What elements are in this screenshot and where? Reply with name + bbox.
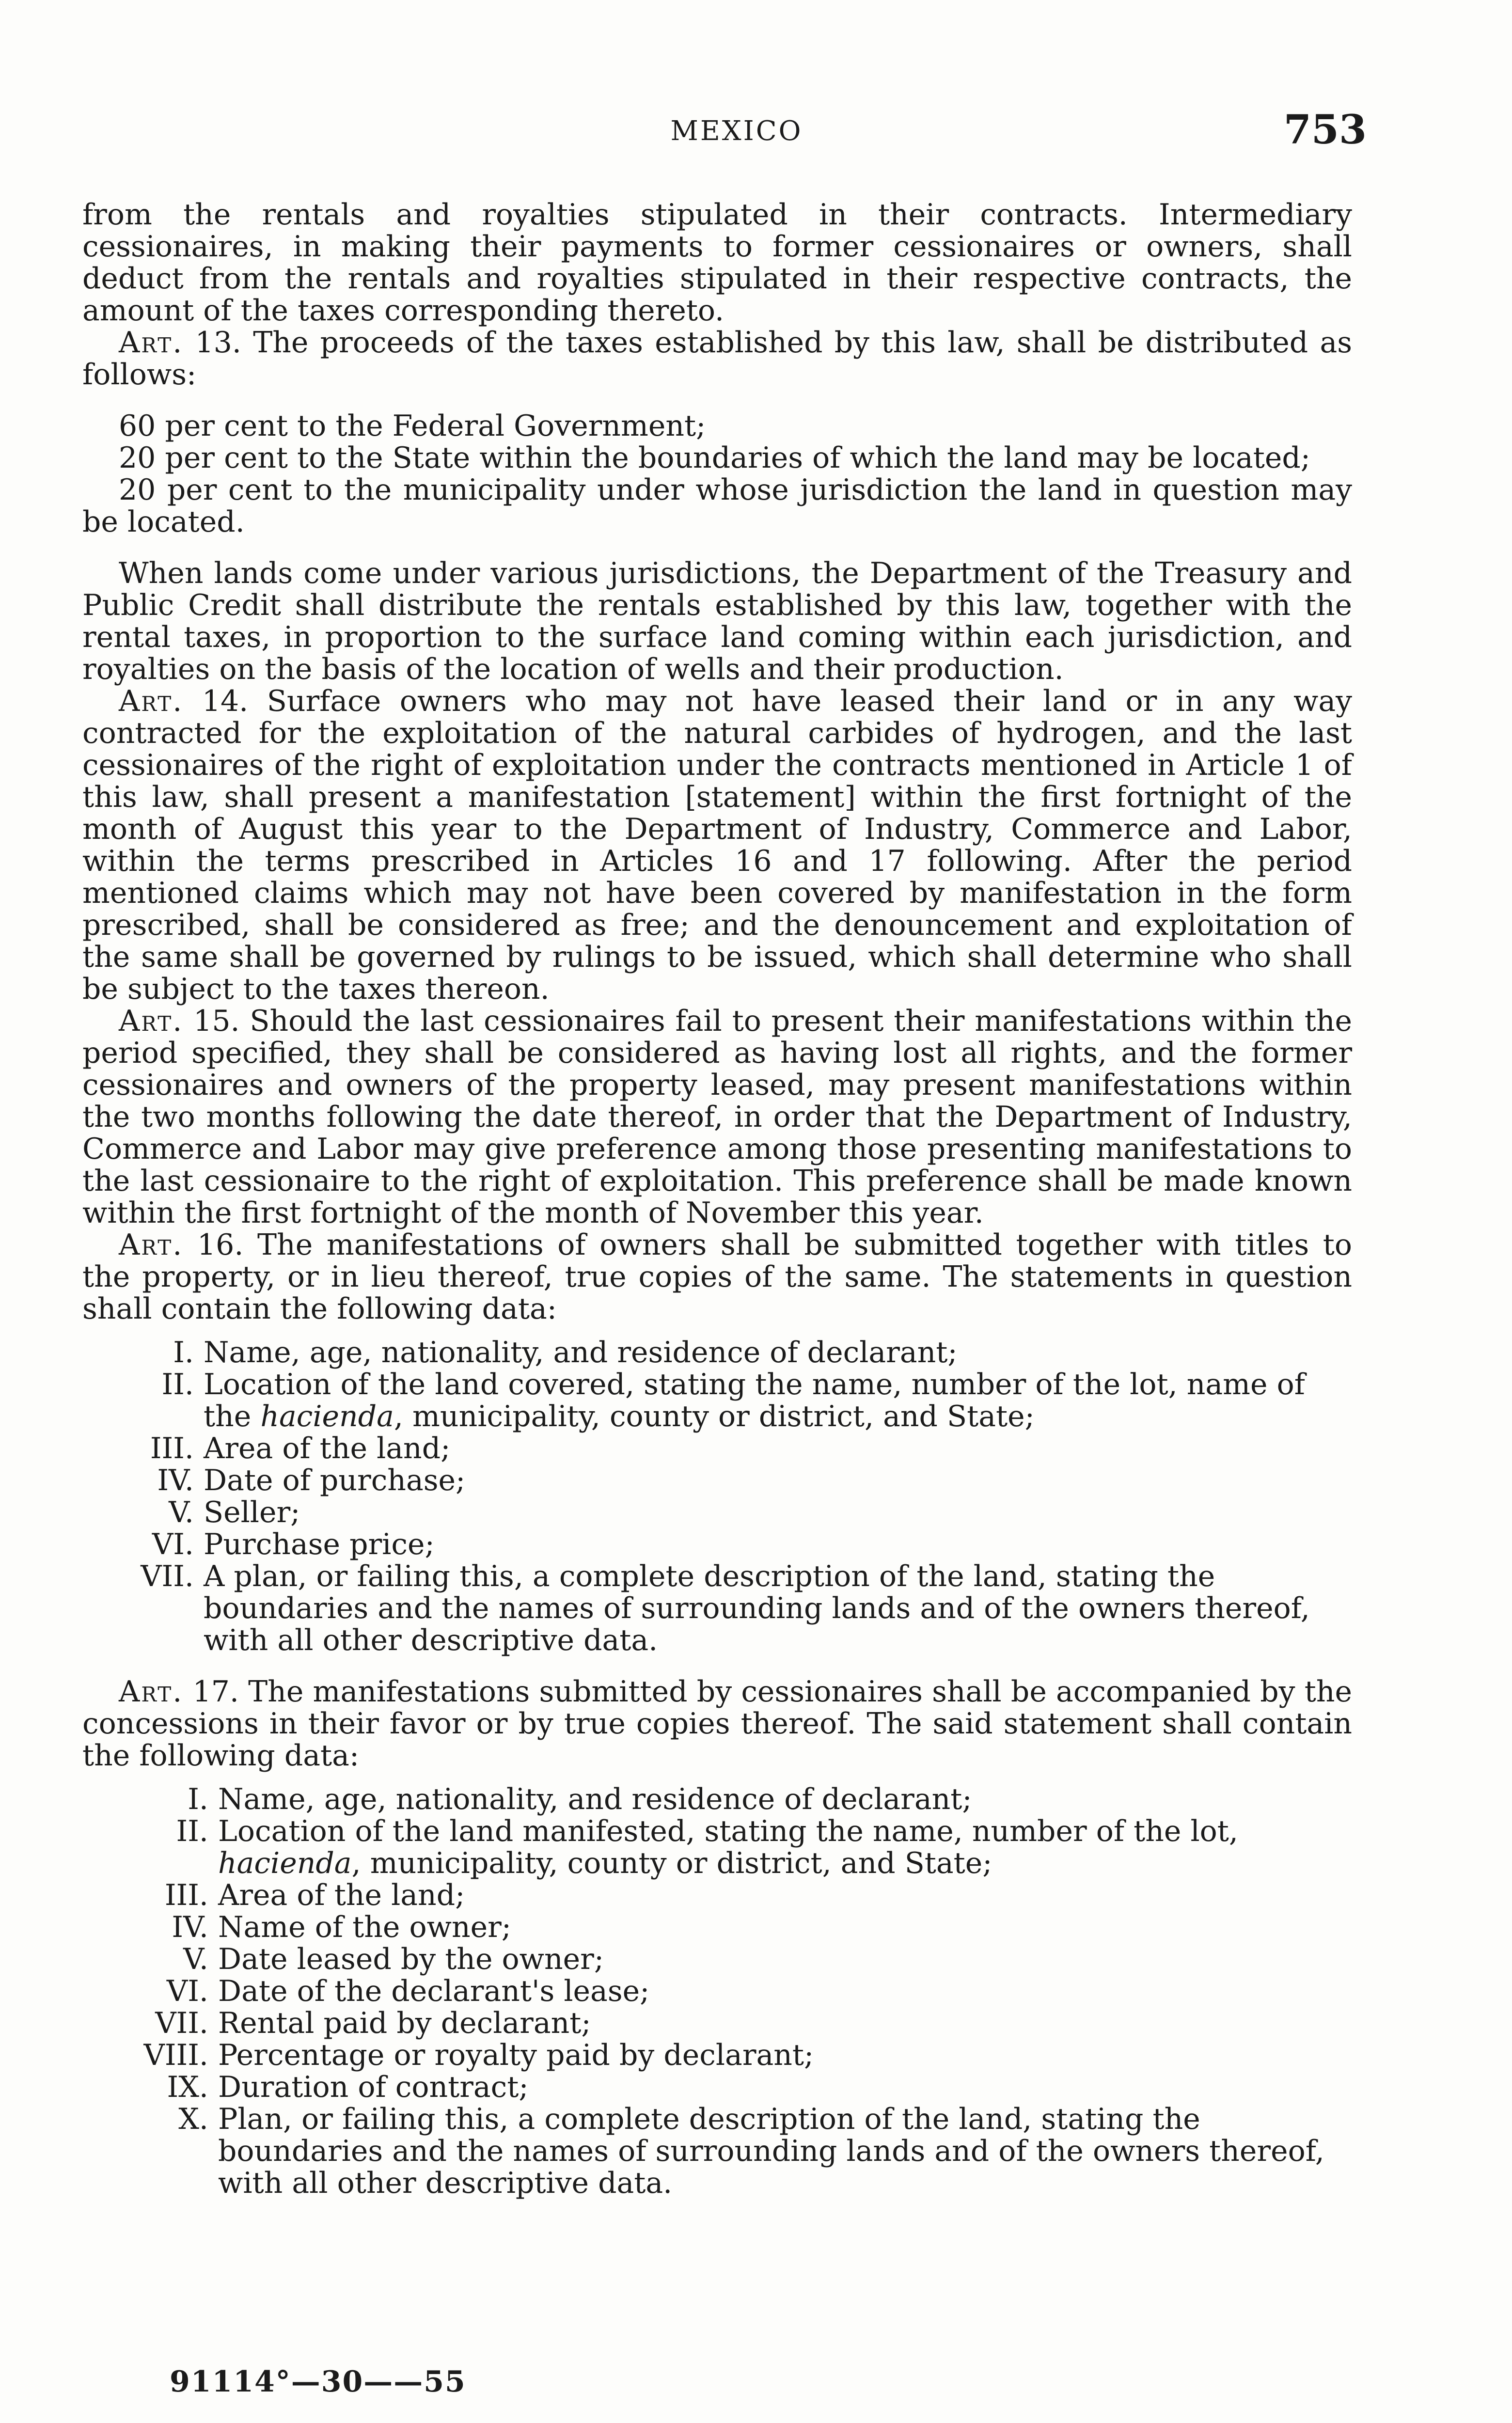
article-17-paragraph xyxy=(82,1676,1352,1772)
spacer xyxy=(82,538,1352,557)
list-item: I. Name, age, nationality, and residence of declarant; xyxy=(188,1782,972,1816)
article-14-paragraph xyxy=(82,685,1352,1005)
list-item: VII. Rental paid by declarant; xyxy=(155,2006,591,2040)
article-16-label: Art. xyxy=(119,1228,184,1262)
spacer xyxy=(82,1772,1352,1783)
article-16-text: 16. The manifestations of owners shall be submitted together with titles to the property, or in lieu thereof, true copies of the same. The statements in question shall contain the following data: xyxy=(82,1228,1352,1326)
list-item: IV. Date of purchase; xyxy=(157,1463,466,1497)
list-item: I. Name, age, nationality, and residence of declarant; xyxy=(173,1336,958,1369)
page-number: 753 xyxy=(1283,107,1367,153)
article-17-data-list xyxy=(82,1783,1352,2199)
article-15-paragraph xyxy=(82,1005,1352,1229)
article-16-data-list xyxy=(82,1337,1352,1656)
list-item: III. Area of the land; xyxy=(164,1878,465,1912)
article-17-text: 17. The manifestations submitted by cessionaires shall be accompanied by the concessions in their favor or by true copies thereof. The said statement shall contain the following data: xyxy=(82,1675,1352,1773)
article-15-text: 15. Should the last cessionaires fail to present their manifestations within the period specified, they shall be considered as having lost all rights, and the former cessionaires and owners of the property leased, may present manifestations within the two months following the date thereof, in order that the Department of Industry, Commerce and Labor may give preference among those presenting manifestations to the last cessionaire to the right of exploitation. This preference shall be made known within the first fortnight of the month of November this year. xyxy=(82,1004,1352,1230)
intro-paragraph: from the rentals and royalties stipulated in their contracts. Intermediary cessionaires, in making their payments to former cessionaires or owners, shall deduct from the rentals and royalties stipulated in their respective contracts, the amount of the taxes corresponding thereto. xyxy=(82,198,1352,328)
article-14-text: 14. Surface owners who may not have leased their land or in any way contracted for the exploitation of the natural carbides of hydrogen, and the last cessionaires of the right of exploitation under the contracts mentioned in Article 1 of this law, shall present a manifestation [statement] within the first fortnight of the month of August this year to the Department of Industry, Commerce and Labor, within the terms prescribed in Articles 16 and 17 following. After the period mentioned claims which may not have been covered by manifestation in the form prescribed, shall be considered as free; and the denouncement and exploitation of the same shall be governed by rulings to be issued, which shall determine who shall be subject to the taxes thereon. xyxy=(82,684,1352,1006)
list-item: II. Location of the land covered, stating the name, number of the lot, name of the hacienda, municipality, county or district, and State; xyxy=(161,1368,1305,1433)
article-16-paragraph xyxy=(82,1229,1352,1325)
article-13-closing-paragraph: When lands come under various jurisdictions, the Department of the Treasury and Public Credit shall distribute the rentals established by this law, together with the rental taxes, in proportion to the surface land coming within each jurisdiction, and royalties on the basis of the location of wells and their production. xyxy=(82,556,1352,686)
list-item: VI. Purchase price; xyxy=(152,1527,435,1561)
document-body xyxy=(82,199,1352,2199)
list-item: IX. Duration of contract; xyxy=(167,2070,529,2104)
article-13-label: Art. xyxy=(119,326,184,360)
list-item: II. Location of the land manifested, stating the name, number of the lot, hacienda, municipality, county or district, and State; xyxy=(176,1814,1238,1880)
printer-signature: 91114°—30——55 xyxy=(170,2365,466,2399)
article-17-label: Art. xyxy=(119,1675,184,1709)
article-13-text: 13. The proceeds of the taxes established by this law, shall be distributed as follows: xyxy=(82,326,1353,392)
list-item: VI. Date of the declarant's lease; xyxy=(166,1974,650,2008)
spacer xyxy=(82,1656,1352,1676)
spacer xyxy=(82,1325,1352,1337)
list-item: IV. Name of the owner; xyxy=(172,1910,512,1944)
article-15-label: Art. xyxy=(119,1004,184,1038)
article-14-label: Art. xyxy=(119,684,184,718)
list-item: V. Date leased by the owner; xyxy=(183,1942,604,1976)
distribution-municipality: 20 per cent to the municipality under whose jurisdiction the land in question may be located. xyxy=(82,473,1352,539)
list-item: V. Seller; xyxy=(169,1495,300,1529)
running-header-title: MEXICO xyxy=(670,115,803,147)
article-13-paragraph xyxy=(82,327,1352,391)
distribution-state: 20 per cent to the State within the boundaries of which the land may be located; xyxy=(119,441,1311,475)
list-item: VIII. Percentage or royalty paid by declarant; xyxy=(143,2038,814,2072)
list-item: III. Area of the land; xyxy=(150,1432,451,1465)
list-item: VII. A plan, or failing this, a complete description of the land, stating the boundaries and the names of surrounding lands and of the owners thereof, with all other descriptive data. xyxy=(141,1559,1310,1657)
list-item: X. Plan, or failing this, a complete description of the land, stating the boundaries and the names of surrounding lands and of the owners thereof, with all other descriptive data. xyxy=(178,2102,1324,2200)
distribution-federal: 60 per cent to the Federal Government; xyxy=(119,409,706,443)
spacer xyxy=(82,391,1352,410)
